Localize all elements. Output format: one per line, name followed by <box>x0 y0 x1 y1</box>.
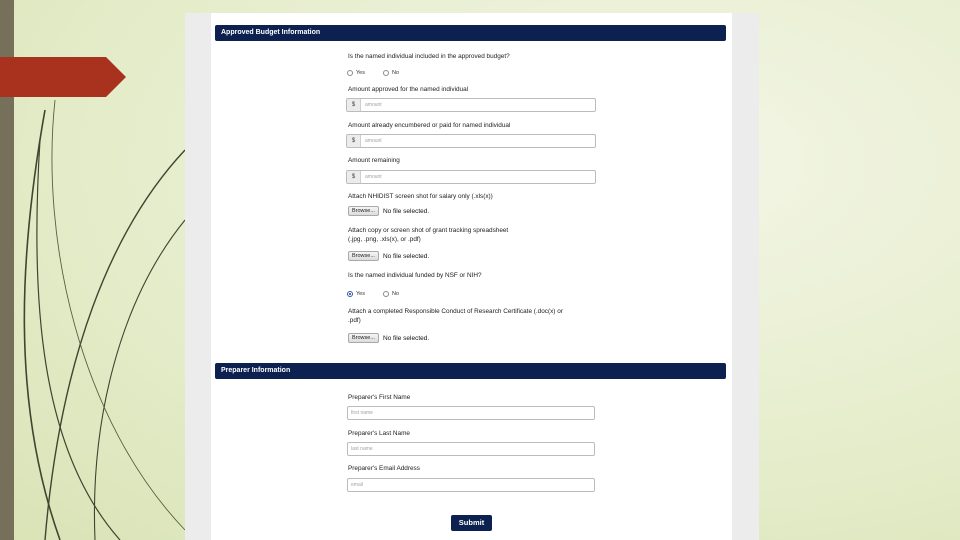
attach-grant-label <box>348 227 508 243</box>
attach-rcr-label <box>348 308 563 324</box>
browse-button[interactable]: Browse... <box>348 333 379 343</box>
dollar-prefix: $ <box>347 135 361 147</box>
preparer-info-header: Preparer Information <box>215 363 726 379</box>
funded-radio-group <box>347 291 399 297</box>
included-yes-label: Yes <box>356 70 365 76</box>
included-no-radio[interactable] <box>383 70 389 76</box>
no-file-text: No file selected. <box>382 334 430 342</box>
dollar-prefix: $ <box>347 99 361 111</box>
funded-yes-radio[interactable] <box>347 291 353 297</box>
attach-nhidist-label: Attach NHIDIST screen shot for salary only (.xls(x)) <box>348 193 493 200</box>
attach-grant-label-line1: Attach copy or screen shot of grant tracking spreadsheet <box>348 227 509 234</box>
included-in-budget-question: Is the named individual included in the approved budget? <box>348 53 510 60</box>
amount-remaining-placeholder: amount <box>365 174 382 180</box>
funded-question: Is the named individual funded by NSF or NIH? <box>348 272 482 279</box>
preparer-first-name-label: Preparer's First Name <box>348 394 411 401</box>
approved-budget-header: Approved Budget Information <box>215 25 726 41</box>
no-file-text: No file selected. <box>382 207 430 215</box>
browse-button[interactable]: Browse... <box>348 251 379 261</box>
funded-no-radio[interactable] <box>383 291 389 297</box>
attach-rcr-label-line2: .pdf) <box>348 317 361 324</box>
amount-encumbered-placeholder: amount <box>365 138 382 144</box>
included-in-budget-radio-group <box>347 70 399 76</box>
amount-approved-label: Amount approved for the named individual <box>348 86 469 93</box>
amount-approved-placeholder: amount <box>365 102 382 108</box>
included-no-label: No <box>391 70 400 76</box>
preparer-last-name-label: Preparer's Last Name <box>348 430 410 437</box>
request-form <box>211 13 732 540</box>
amount-encumbered-input[interactable] <box>346 134 596 148</box>
preparer-last-name-input[interactable]: last name <box>347 442 595 456</box>
preparer-email-input[interactable]: email <box>347 478 595 492</box>
no-file-text: No file selected. <box>382 252 430 260</box>
browse-button[interactable]: Browse... <box>348 206 379 216</box>
attach-nhidist-file-input <box>348 206 429 216</box>
amount-remaining-label: Amount remaining <box>348 157 400 164</box>
attach-rcr-label-line1: Attach a completed Responsible Conduct of Research Certificate (.doc(x) or <box>348 308 563 315</box>
red-arrow-shape <box>0 57 126 97</box>
attach-rcr-file-input <box>348 333 429 343</box>
attach-grant-file-input <box>348 251 429 261</box>
submit-button[interactable]: Submit <box>451 515 492 531</box>
funded-no-label: No <box>391 291 400 297</box>
amount-remaining-input[interactable] <box>346 170 596 184</box>
included-yes-radio[interactable] <box>347 70 353 76</box>
preparer-email-label: Preparer's Email Address <box>348 465 420 472</box>
amount-encumbered-label: Amount already encumbered or paid for named individual <box>348 122 511 129</box>
attach-grant-label-line2: (.jpg, .png, .xls(x), or .pdf) <box>348 236 421 243</box>
amount-approved-input[interactable] <box>346 98 596 112</box>
preparer-first-name-input[interactable]: first name <box>347 406 595 420</box>
funded-yes-label: Yes <box>356 291 365 297</box>
dollar-prefix: $ <box>347 171 361 183</box>
